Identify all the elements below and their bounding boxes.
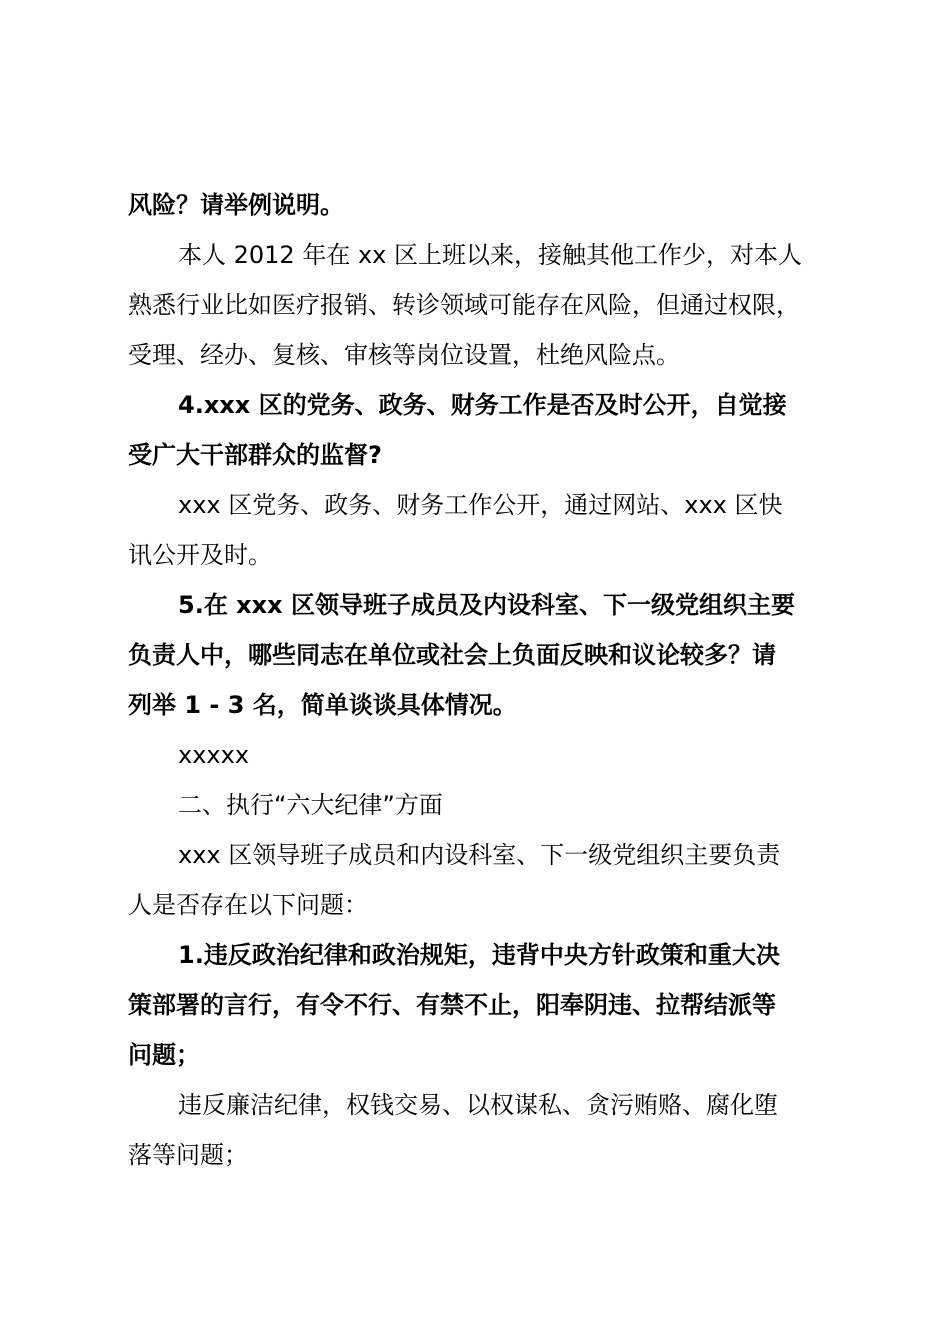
question-2-1-line-2: 策部署的言行，有令不行、有禁不止，阳奉阴违、拉帮结派等	[128, 991, 776, 1019]
answer-4-line-1: xxx 区党务、政务、财务工作公开，通过网站、xxx 区快	[178, 491, 783, 519]
section-2-intro-line-1: xxx 区领导班子成员和内设科室、下一级党组织主要负责	[178, 841, 781, 869]
question-5-line-2: 负责人中，哪些同志在单位或社会上负面反映和议论较多？请	[128, 641, 776, 669]
answer-3-line-3: 受理、经办、复核、审核等岗位设置，杜绝风险点。	[128, 341, 680, 369]
answer-5: xxxxx	[178, 741, 250, 769]
section-2-heading: 二、执行“六大纪律”方面	[178, 791, 443, 819]
question-2-1-line-1: 1.违反政治纪律和政治规矩，违背中央方针政策和重大决	[178, 941, 780, 969]
question-2-1-line-3: 问题；	[128, 1041, 200, 1069]
question-5-line-3: 列举 1 - 3 名，简单谈谈具体情况。	[128, 691, 517, 719]
question-4-line-2: 受广大干部群众的监督?	[128, 441, 382, 469]
item-line-1: 违反廉洁纪律，权钱交易、以权谋私、贪污贿赂、腐化堕	[178, 1091, 778, 1119]
answer-4-line-2: 讯公开及时。	[128, 541, 272, 569]
answer-3-line-1: 本人 2012 年在 xx 区上班以来，接触其他工作少，对本人	[178, 241, 802, 269]
answer-3-line-2: 熟悉行业比如医疗报销、转诊领域可能存在风险，但通过权限，	[128, 291, 800, 319]
question-3-continuation: 风险？请举例说明。	[128, 191, 344, 219]
question-4-line-1: 4.xxx 区的党务、政务、财务工作是否及时公开，自觉接	[178, 391, 787, 419]
question-5-line-1: 5.在 xxx 区领导班子成员及内设科室、下一级党组织主要	[178, 591, 795, 619]
section-2-intro-line-2: 人是否存在以下问题：	[128, 891, 368, 919]
item-line-2: 落等问题；	[128, 1141, 248, 1169]
